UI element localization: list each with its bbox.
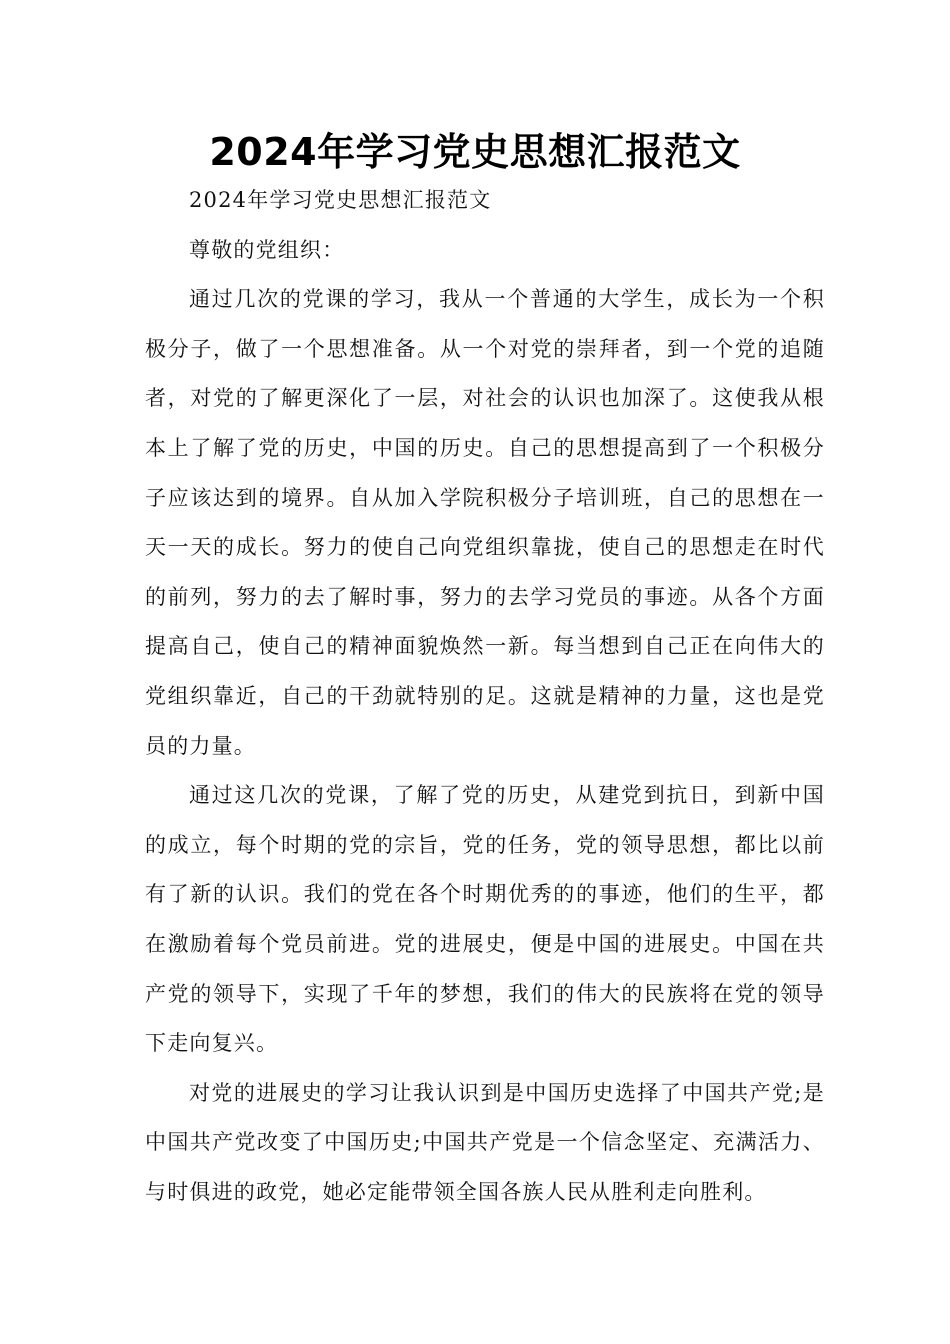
paragraph: 通过几次的党课的学习，我从一个普通的大学生，成长为一个积极分子，做了一个思想准备。从一个对党的崇拜者，到一个党的追随者，对党的了解更深化了一层，对社会的认识也加深了。这使我从根本上了解了党的历史，中国的历史。自己的思想提高到了一个积极分子应该达到的境界。自从加入学院积极分子培训班，自己的思想在一天一天的成长。努力的使自己向党组织靠拢，使自己的思想走在时代的前列，努力的去了解时事，努力的去学习党员的事迹。从各个方面提高自己，使自己的精神面貌焕然一新。每当想到自己正在向伟大的党组织靠近，自己的干劲就特别的足。这就是精神的力量，这也是党员的力量。	[145, 287, 825, 758]
paragraph: 通过这几次的党课，了解了党的历史，从建党到抗日，到新中国的成立，每个时期的党的宗旨，党的任务，党的领导思想，都比以前有了新的认识。我们的党在各个时期优秀的的事迹，他们的生平，都在激励着每个党员前进。党的进展史，便是中国的进展史。中国在共产党的领导下，实现了千年的梦想，我们的伟大的民族将在党的领导下走向复兴。	[145, 783, 825, 1056]
salutation: 尊敬的党组织：	[189, 237, 345, 262]
document-body	[145, 176, 825, 1217]
paragraph: 对党的进展史的学习让我认识到是中国历史选择了中国共产党;是中国共产党改变了中国历史;中国共产党是一个信念坚定、充满活力、与时俱进的政党，她必定能带领全国各族人民从胜利走向胜利。	[145, 1080, 825, 1204]
document-title: 2024年学习党史思想汇报范文	[209, 130, 741, 174]
document-subtitle: 2024年学习党史思想汇报范文	[189, 188, 492, 212]
